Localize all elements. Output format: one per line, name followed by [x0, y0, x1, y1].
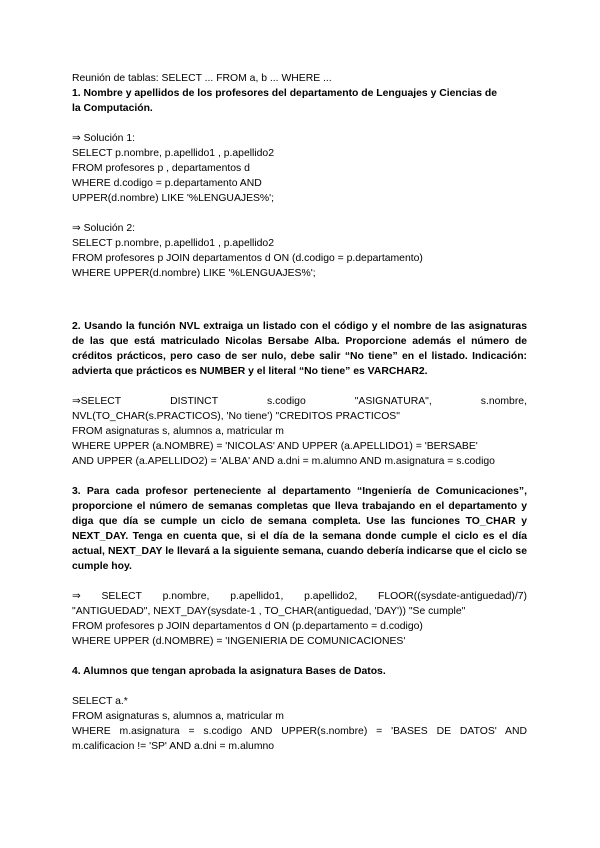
q1-solution1-label: ⇒ Solución 1:	[72, 133, 136, 144]
q1-sol2-line: SELECT p.nombre, p.apellido1 , p.apellido2	[72, 238, 274, 249]
q1-sol2-line: FROM profesores p JOIN departamentos d ON (d.codigo = p.departamento)	[72, 253, 423, 264]
q2-title: 2. Usando la función NVL extraiga un listado con el código y el nombre de las asignaturas de las que está matriculado Nicolas Bersabe Alba. Proporcione además el número de créditos prácticos, pero caso de ser nulo, debe salir “No tiene” en el listado. Indicación: advierta que prácticos es NUMBER y el literal “No tiene” es VARCHAR2.	[72, 321, 527, 377]
q3-title: 3. Para cada profesor perteneciente al departamento “Ingeniería de Comunicaciones”, proporcione el número de semanas completas que lleva trabajando en el departamento y diga que día se cumple un ciclo de semana completa. Use las funciones TO_CHAR y NEXT_DAY. Tenga en cuenta que, si el día de la semana donde cumple el ciclo es el día actual, NEXT_DAY le llevará a la siguiente semana, cuando debería indicarse que el ciclo se cumple hoy.	[72, 486, 527, 572]
q2-sql-token: s.codigo	[267, 396, 306, 407]
q4-title: 4. Alumnos que tengan aprobada la asignatura Bases de Datos.	[72, 666, 386, 677]
q1-sol2-line: WHERE UPPER(d.nombre) LIKE '%LENGUAJES%';	[72, 268, 316, 279]
q3-sql-first-line	[72, 589, 527, 604]
q2-sql-token: s.nombre,	[480, 396, 527, 407]
q3-sql-token: SELECT	[101, 591, 142, 602]
q1-title-line2: la Computación.	[72, 103, 153, 114]
document-page	[72, 71, 527, 754]
q2-sql-first-line	[72, 394, 527, 409]
q3-sql-token: FLOOR((sysdate-antiguedad)/7)	[378, 591, 527, 602]
q2-sql-token: ⇒SELECT	[72, 396, 122, 407]
q3-sql-line: FROM profesores p JOIN departamentos d ON (p.departamento = d.codigo)	[72, 621, 423, 632]
q3-sql-token: ⇒	[72, 591, 81, 602]
q2-sql-token: DISTINCT	[170, 396, 219, 407]
q2-sql-line: NVL(TO_CHAR(s.PRACTICOS), 'No tiene') "CREDITOS PRACTICOS"	[72, 411, 400, 422]
q3-sql-line: WHERE UPPER (d.NOMBRE) = 'INGENIERIA DE COMUNICACIONES'	[72, 636, 406, 647]
q2-sql-token: "ASIGNATURA",	[354, 396, 432, 407]
q4-sql-line: SELECT a.*	[72, 696, 128, 707]
q1-sol1-line: FROM profesores p , departamentos d	[72, 163, 250, 174]
q1-sol1-line: SELECT p.nombre, p.apellido1 , p.apellido2	[72, 148, 274, 159]
q1-title-line1: 1. Nombre y apellidos de los profesores del departamento de Lenguajes y Ciencias de	[72, 88, 497, 99]
q4-sql-line: FROM asignaturas s, alumnos a, matricular m	[72, 711, 284, 722]
q1-sol1-line: WHERE d.codigo = p.departamento AND	[72, 178, 262, 189]
q3-sql-token: p.apellido1,	[230, 591, 284, 602]
intro-text: Reunión de tablas: SELECT ... FROM a, b ... WHERE ...	[72, 73, 332, 84]
q3-sql-token: p.nombre,	[162, 591, 210, 602]
q2-sql-line: AND UPPER (a.APELLIDO2) = 'ALBA' AND a.dni = m.alumno AND m.asignatura = s.codigo	[72, 456, 495, 467]
q1-sol1-line: UPPER(d.nombre) LIKE '%LENGUAJES%';	[72, 193, 275, 204]
q1-solution2-label: ⇒ Solución 2:	[72, 223, 136, 234]
q3-sql-line: "ANTIGUEDAD", NEXT_DAY(sysdate-1 , TO_CHAR(antiguedad, 'DAY')) "Se cumple"	[72, 606, 466, 617]
q3-sql-token: p.apellido2,	[304, 591, 358, 602]
q2-sql-line: FROM asignaturas s, alumnos a, matricular m	[72, 426, 284, 437]
q4-sql-where: WHERE m.asignatura = s.codigo AND UPPER(s.nombre) = 'BASES DE DATOS' AND m.calificacion != 'SP' AND a.dni = m.alumno	[72, 726, 527, 752]
q2-sql-line: WHERE UPPER (a.NOMBRE) = 'NICOLAS' AND UPPER (a.APELLIDO1) = 'BERSABE'	[72, 441, 478, 452]
